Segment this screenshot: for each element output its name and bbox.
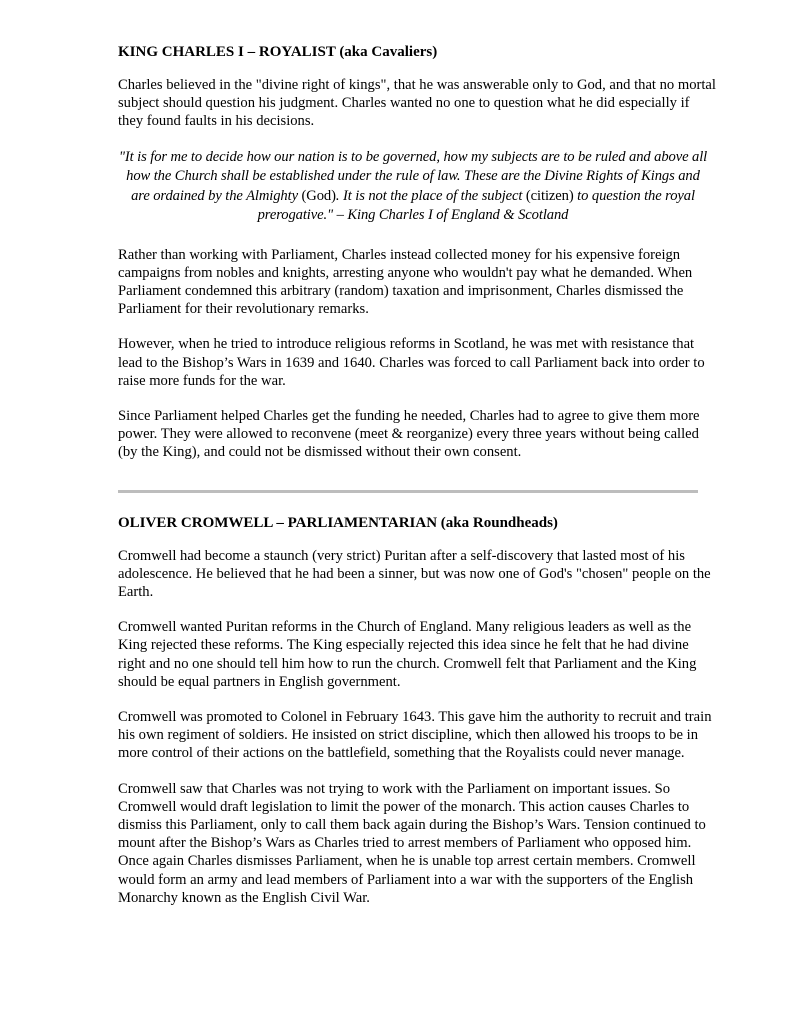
parliamentarian-paragraph-colonel: Cromwell was promoted to Colonel in February 1643. This gave him the authority to recruit and train his own regiment of soldiers. He insisted on strict discipline, which then allowed his troops to be in more control of their actions on the battlefield, something that the Royalists could never manage. — [118, 709, 712, 762]
royalist-paragraph-parliament-power: Since Parliament helped Charles get the funding he needed, Charles had to agree to give them more power. They were allowed to reconvene (meet & reorganize) every three years without being called (by the King), and could not be dismissed without their own consent. — [118, 408, 700, 461]
parliamentarian-paragraph-puritan: Cromwell had become a staunch (very strict) Puritan after a self-discovery that lasted most of his adolescence. He believed that he had been a sinner, but was now one of God's "chosen" people on the Earth. — [118, 547, 711, 601]
royalist-paragraph-taxation: Rather than working with Parliament, Charles instead collected money for his expensive foreign campaigns from nobles and knights, arresting anyone who wouldn't pay what he demanded. When Parliament condemned this arbitrary (random) taxation and imprisonment, Charles dismissed the Parliament for their revolutionary remarks. — [118, 246, 693, 318]
royalist-paragraph-bishops-wars: However, when he tried to introduce religious reforms in Scotland, he was met with resistance that lead to the Bishop’s Wars in 1639 and 1640. Charles was forced to call Parliament back into order to raise more funds for the war. — [118, 336, 705, 389]
parliamentarian-heading: OLIVER CROMWELL – PARLIAMENTARIAN (aka Roundheads) — [118, 514, 558, 531]
parliamentarian-paragraph-civil-war: Cromwell saw that Charles was not trying to work with the Parliament on important issues. So Cromwell would draft legislation to limit the power of the monarch. This action causes Charles to dismiss this Parliament, only to call them back again during the Bishop’s Wars. Tension continued to mount after the Bishop’s Wars as Charles tried to arrest members of Parliament who opposed him. Once again Charles dismisses Parliament, when he is unable top arrest certain members. Cromwell would form an army and lead members of Parliament into a war with the supporters of the English Monarchy known as the English Civil War. — [118, 780, 706, 906]
charles-quote — [118, 148, 708, 226]
quote-gloss-god: (God) — [301, 187, 336, 204]
document-page — [118, 38, 718, 907]
royalist-heading: KING CHARLES I – ROYALIST (aka Cavaliers) — [118, 44, 438, 60]
quote-text-3: to question the royal prerogative." – King Charles I of England & Scotland — [257, 187, 695, 224]
royalist-intro-paragraph: Charles believed in the "divine right of kings", that he was answerable only to God, and that no mortal subject should question his judgment. Charles wanted no one to question what he did especially if they found faults in his decisions. — [118, 77, 716, 130]
section-divider — [118, 490, 698, 493]
parliamentarian-paragraph-reforms: Cromwell wanted Puritan reforms in the Church of England. Many religious leaders as well as the King rejected these reforms. The King especially rejected this idea since he felt that he had divine right and no one should tell him how to run the church. Cromwell felt that Parliament and the King should be equal partners in English government. — [118, 619, 697, 690]
quote-text-1: "It is for me to decide how our nation is to be governed, how my subjects are to be ruled and above all how the Church shall be established under the rule of law. These are the Divine Rights of Kings and are ordained by the Almighty — [118, 148, 708, 204]
quote-gloss-citizen: (citizen) — [525, 187, 574, 204]
quote-text-2: . It is not the place of the subject — [335, 187, 526, 204]
